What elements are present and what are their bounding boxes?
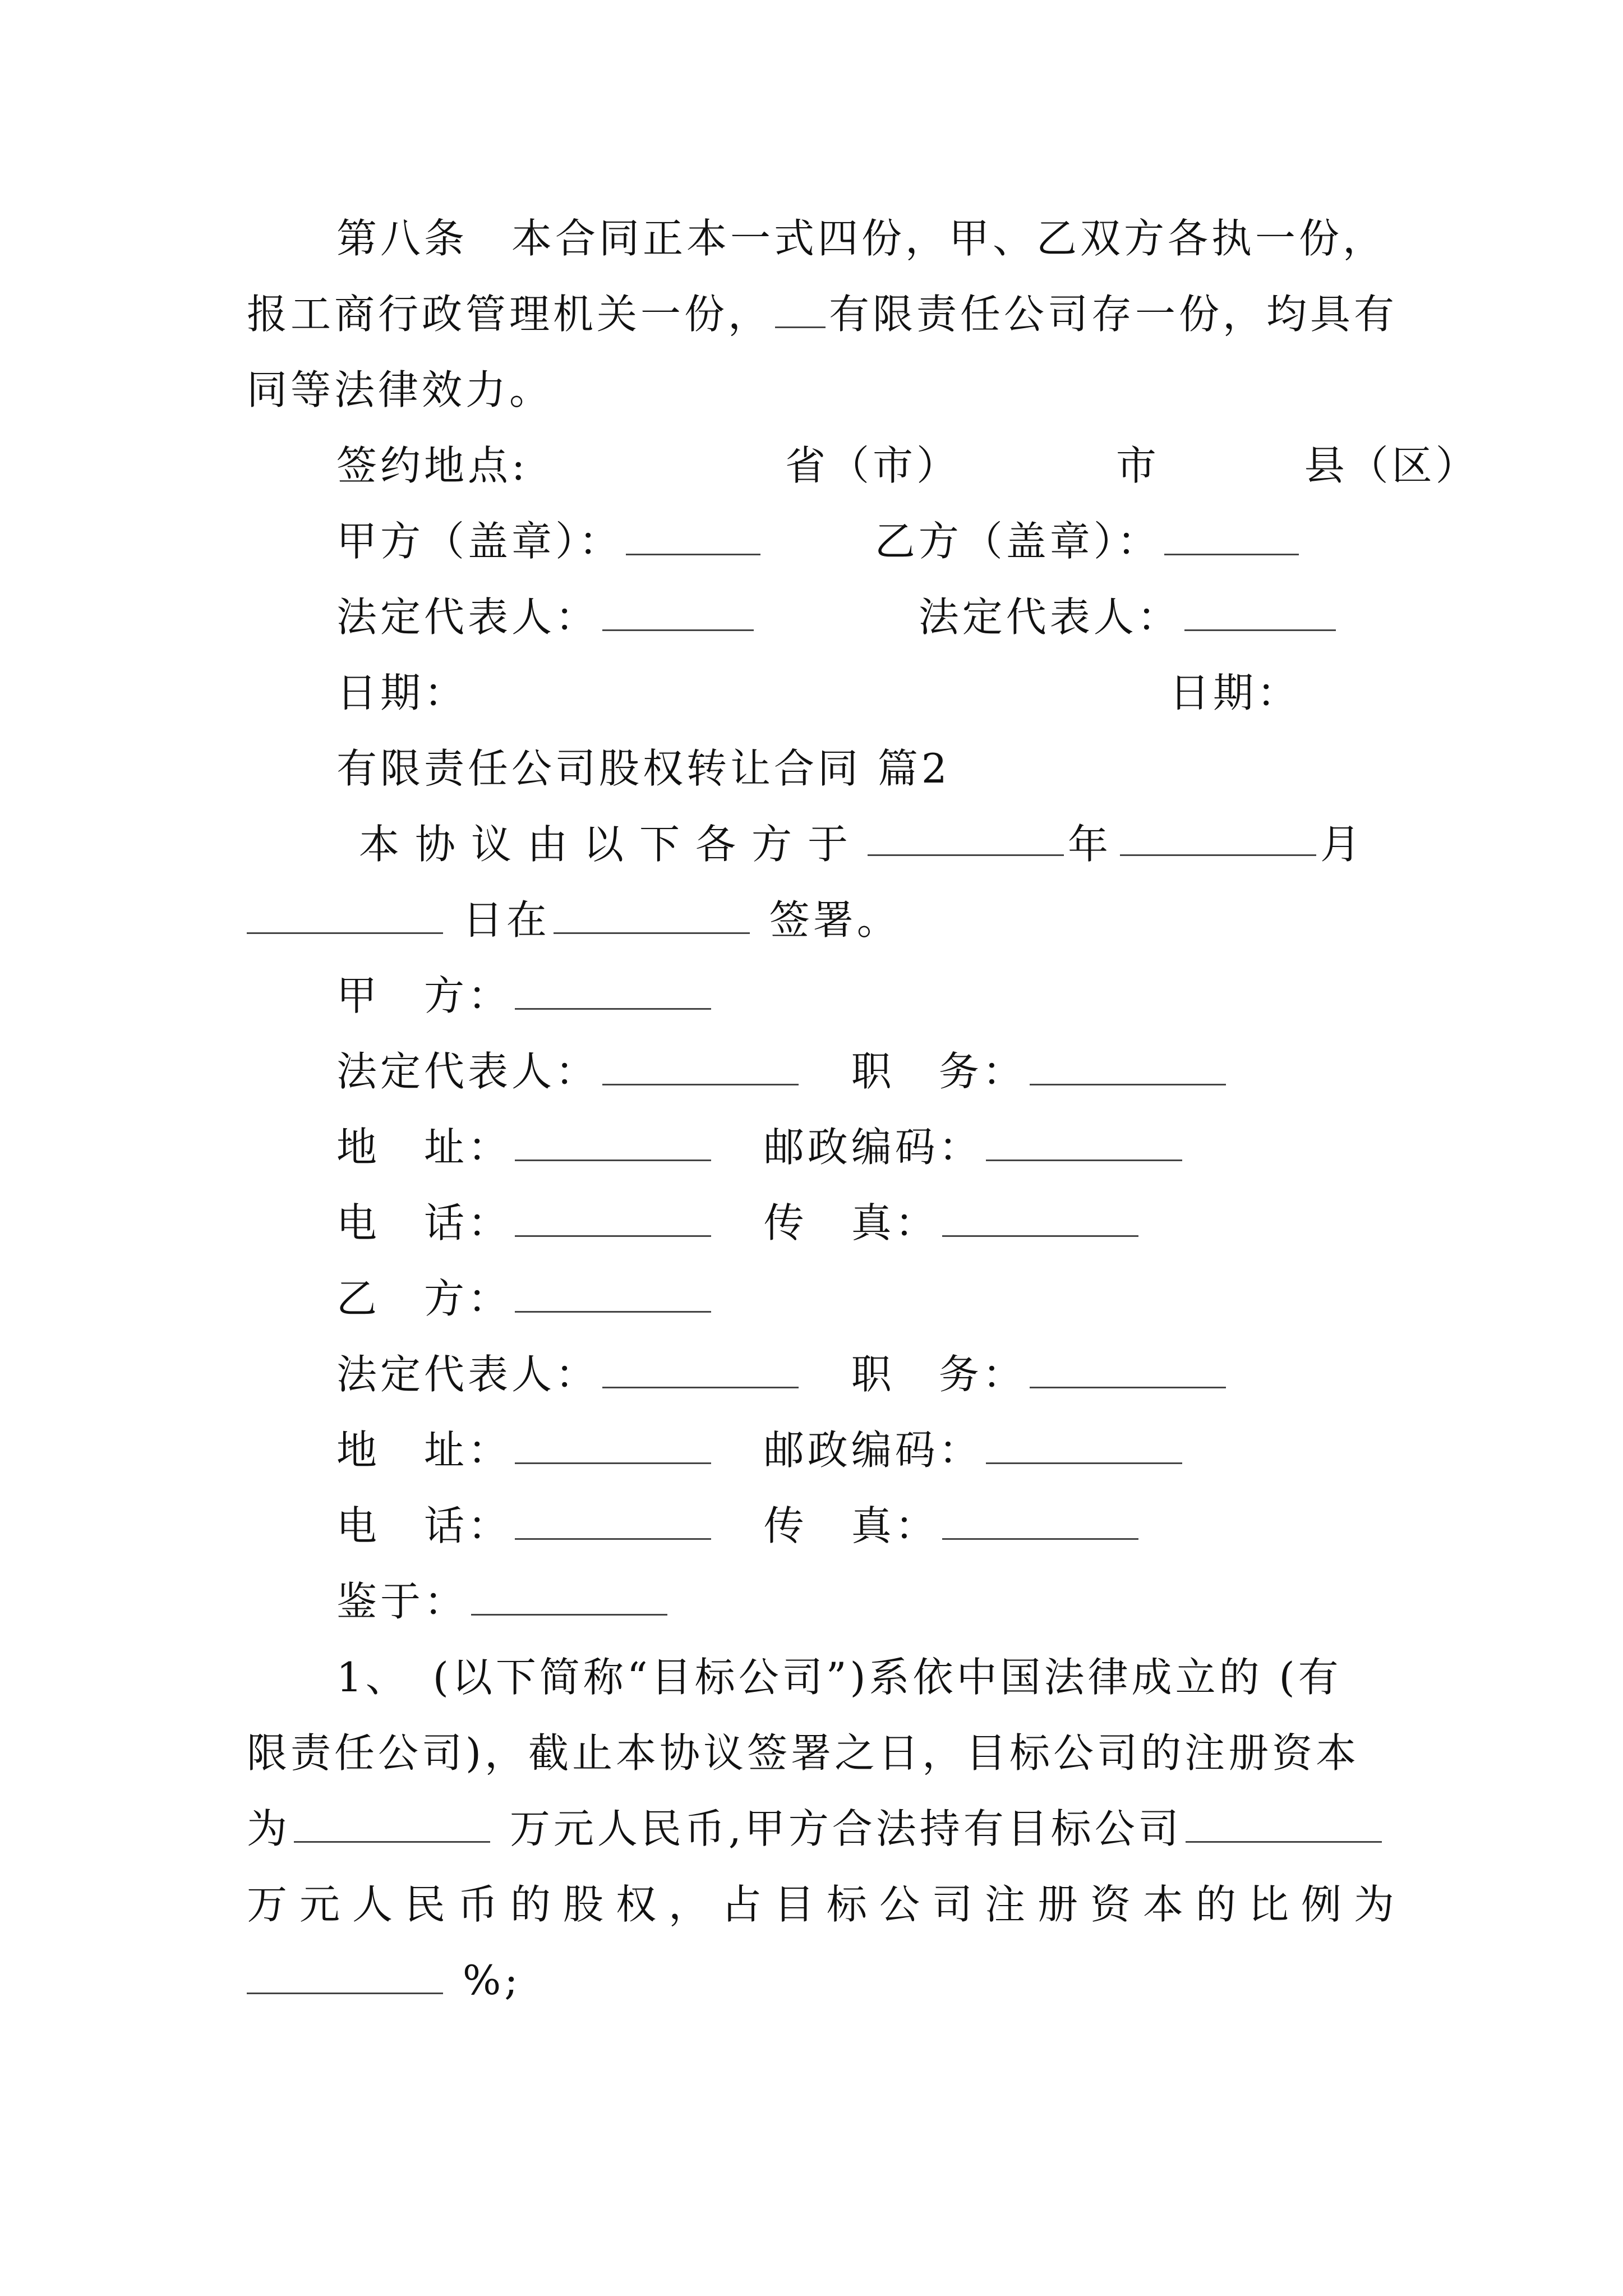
party-a-address-line: 地 址： 邮政编码：	[336, 1119, 1186, 1175]
city-label: 市	[1115, 442, 1160, 489]
whereas-field[interactable]	[471, 1576, 667, 1616]
party-b-position-field[interactable]	[1030, 1349, 1226, 1388]
party-a-seal-field[interactable]	[626, 516, 760, 555]
party-a-postcode-field[interactable]	[986, 1121, 1182, 1161]
party-b-seal-field[interactable]	[1164, 516, 1299, 555]
party-a-phone-line: 电 话： 传 真：	[336, 1195, 1142, 1251]
whereas-p1-line1: 1、 (以下简称“目标公司”)系依中国法律成立的 (有	[336, 1654, 1342, 1701]
party-b-phone-line: 电 话： 传 真：	[336, 1498, 1142, 1554]
article8-line2: 报工商行政管理机关一份， 有限责任公司存一份，均具有	[247, 286, 1398, 342]
place-field[interactable]	[554, 894, 750, 934]
party-b-postcode-field[interactable]	[986, 1424, 1182, 1464]
whereas-line: 鉴于：	[336, 1573, 671, 1630]
whereas-p1-line5: %;	[247, 1952, 522, 2008]
whereas-p1-line2: 限责任公司)，截止本协议签署之日，目标公司的注册资本	[247, 1729, 1360, 1777]
section2-intro-line: 本协议由以下各方于 年 月	[359, 816, 1368, 872]
held-capital-field[interactable]	[1186, 1803, 1382, 1843]
day-field[interactable]	[247, 894, 443, 934]
whereas-p1-line3: 为 万元人民币,甲方合法持有目标公司	[247, 1801, 1385, 1857]
party-a-address-field[interactable]	[515, 1121, 711, 1161]
party-a-name-field[interactable]	[515, 970, 711, 1010]
legal-rep-sign-line: 法定代表人： 法定代表人：	[336, 589, 1339, 645]
party-a-position-field[interactable]	[1030, 1046, 1226, 1085]
date-line-b: 日期：	[1169, 669, 1301, 716]
county-label: 县（区）	[1304, 442, 1479, 489]
article8-line3: 同等法律效力。	[247, 366, 554, 413]
party-b-phone-field[interactable]	[515, 1500, 711, 1540]
whereas-p1-line4: 万元人民币的股权，占目标公司注册资本的比例为	[247, 1881, 1407, 1928]
signing-place-label: 签约地点:	[336, 442, 529, 489]
seal-line: 甲方（盖章）： 乙方（盖章）：	[336, 513, 1302, 569]
party-b-name-line: 乙 方：	[336, 1271, 714, 1327]
month-field[interactable]	[1120, 816, 1316, 856]
party-a-rep-line: 法定代表人： 职 务：	[336, 1043, 1229, 1099]
party-b-name-field[interactable]	[515, 1273, 711, 1313]
blank-line[interactable]	[775, 288, 826, 328]
party-a-name-line: 甲 方：	[336, 968, 714, 1024]
section2-day-line: 日在 签署。	[247, 892, 901, 948]
year-field[interactable]	[868, 816, 1064, 856]
section2-title: 有限责任公司股权转让合同 篇2	[336, 745, 951, 792]
date-line-a: 日期：	[336, 669, 468, 716]
party-a-phone-field[interactable]	[515, 1197, 711, 1237]
party-b-address-line: 地 址： 邮政编码：	[336, 1422, 1186, 1478]
share-ratio-field[interactable]	[247, 1954, 443, 1994]
article8-line1: 第八条 本合同正本一式四份，甲、乙双方各执一份，	[336, 215, 1387, 262]
registered-capital-field[interactable]	[294, 1803, 490, 1843]
party-b-rep-line: 法定代表人： 职 务：	[336, 1346, 1229, 1402]
party-b-legal-rep-field[interactable]	[1184, 591, 1336, 631]
province-label: 省（市）	[785, 442, 961, 489]
party-b-fax-field[interactable]	[942, 1500, 1138, 1540]
signing-place-line	[336, 438, 1479, 494]
party-b-address-field[interactable]	[515, 1424, 711, 1464]
party-a-legal-rep-input[interactable]	[602, 1046, 799, 1085]
party-a-fax-field[interactable]	[942, 1197, 1138, 1237]
party-a-legal-rep-field[interactable]	[602, 591, 754, 631]
party-b-legal-rep-input[interactable]	[602, 1349, 799, 1388]
